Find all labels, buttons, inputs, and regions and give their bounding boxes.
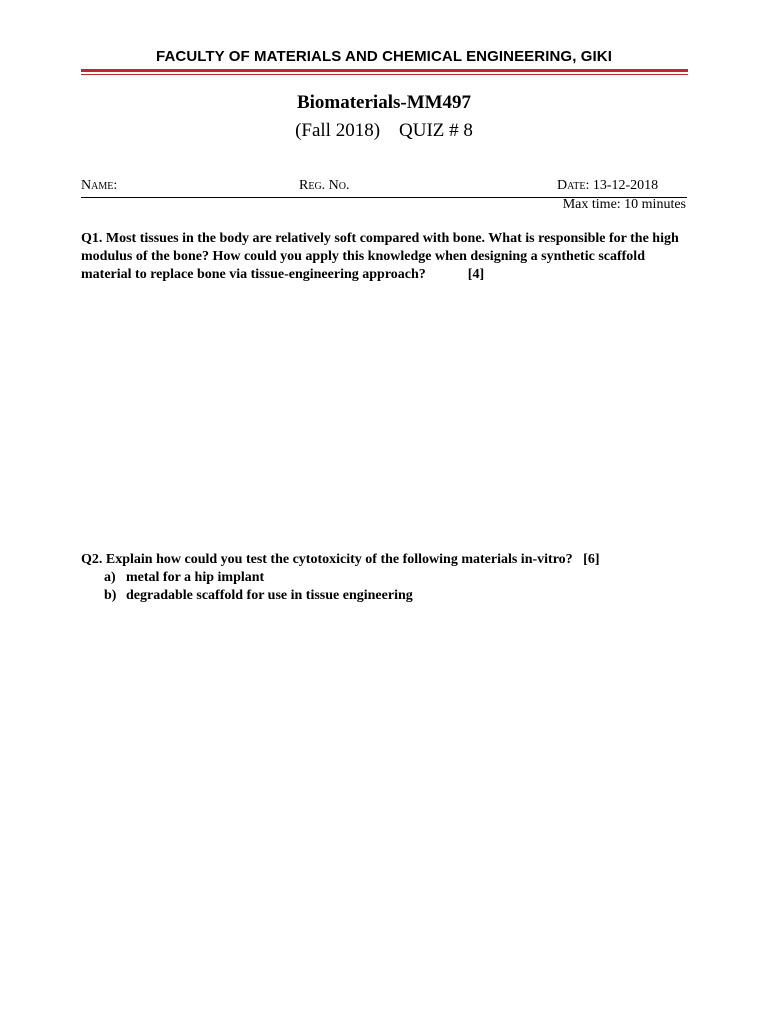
question-2-text: Q2. Explain how could you test the cytotoxicity of the following materials in-vitro? xyxy=(81,552,573,567)
question-1 xyxy=(81,230,691,284)
part-a-letter: a) xyxy=(104,570,116,585)
max-time: Max time: 10 minutes xyxy=(562,197,686,212)
date-field xyxy=(557,178,658,194)
name-label: Name: xyxy=(81,178,118,193)
question-1-text: Q1. Most tissues in the body are relatively soft compared with bone. What is responsible for the high modulus of the bone? How could you apply this knowledge when designing a synthetic scaffold material to replace bone via tissue-engineering approach? xyxy=(81,231,679,282)
question-2-part-a xyxy=(104,569,264,587)
reg-no-label: Reg. No. xyxy=(299,178,350,193)
part-b-letter: b) xyxy=(104,588,117,603)
course-title: Biomaterials-MM497 xyxy=(296,92,472,113)
header-rule-thick xyxy=(81,69,688,72)
question-1-marks: [4] xyxy=(467,267,485,282)
header-rule-thin xyxy=(81,74,688,75)
faculty-title: FACULTY OF MATERIALS AND CHEMICAL ENGINEERING, GIKI xyxy=(156,48,612,65)
part-b-text: degradable scaffold for use in tissue engineering xyxy=(126,588,413,603)
part-a-text: metal for a hip implant xyxy=(126,570,265,585)
term-quiz-line: (Fall 2018) QUIZ # 8 xyxy=(295,120,473,141)
question-2-part-b xyxy=(104,587,413,605)
date-value: 13-12-2018 xyxy=(589,178,659,193)
question-2 xyxy=(81,551,691,569)
question-2-marks: [6] xyxy=(583,552,600,567)
date-label: Date: xyxy=(557,178,590,193)
